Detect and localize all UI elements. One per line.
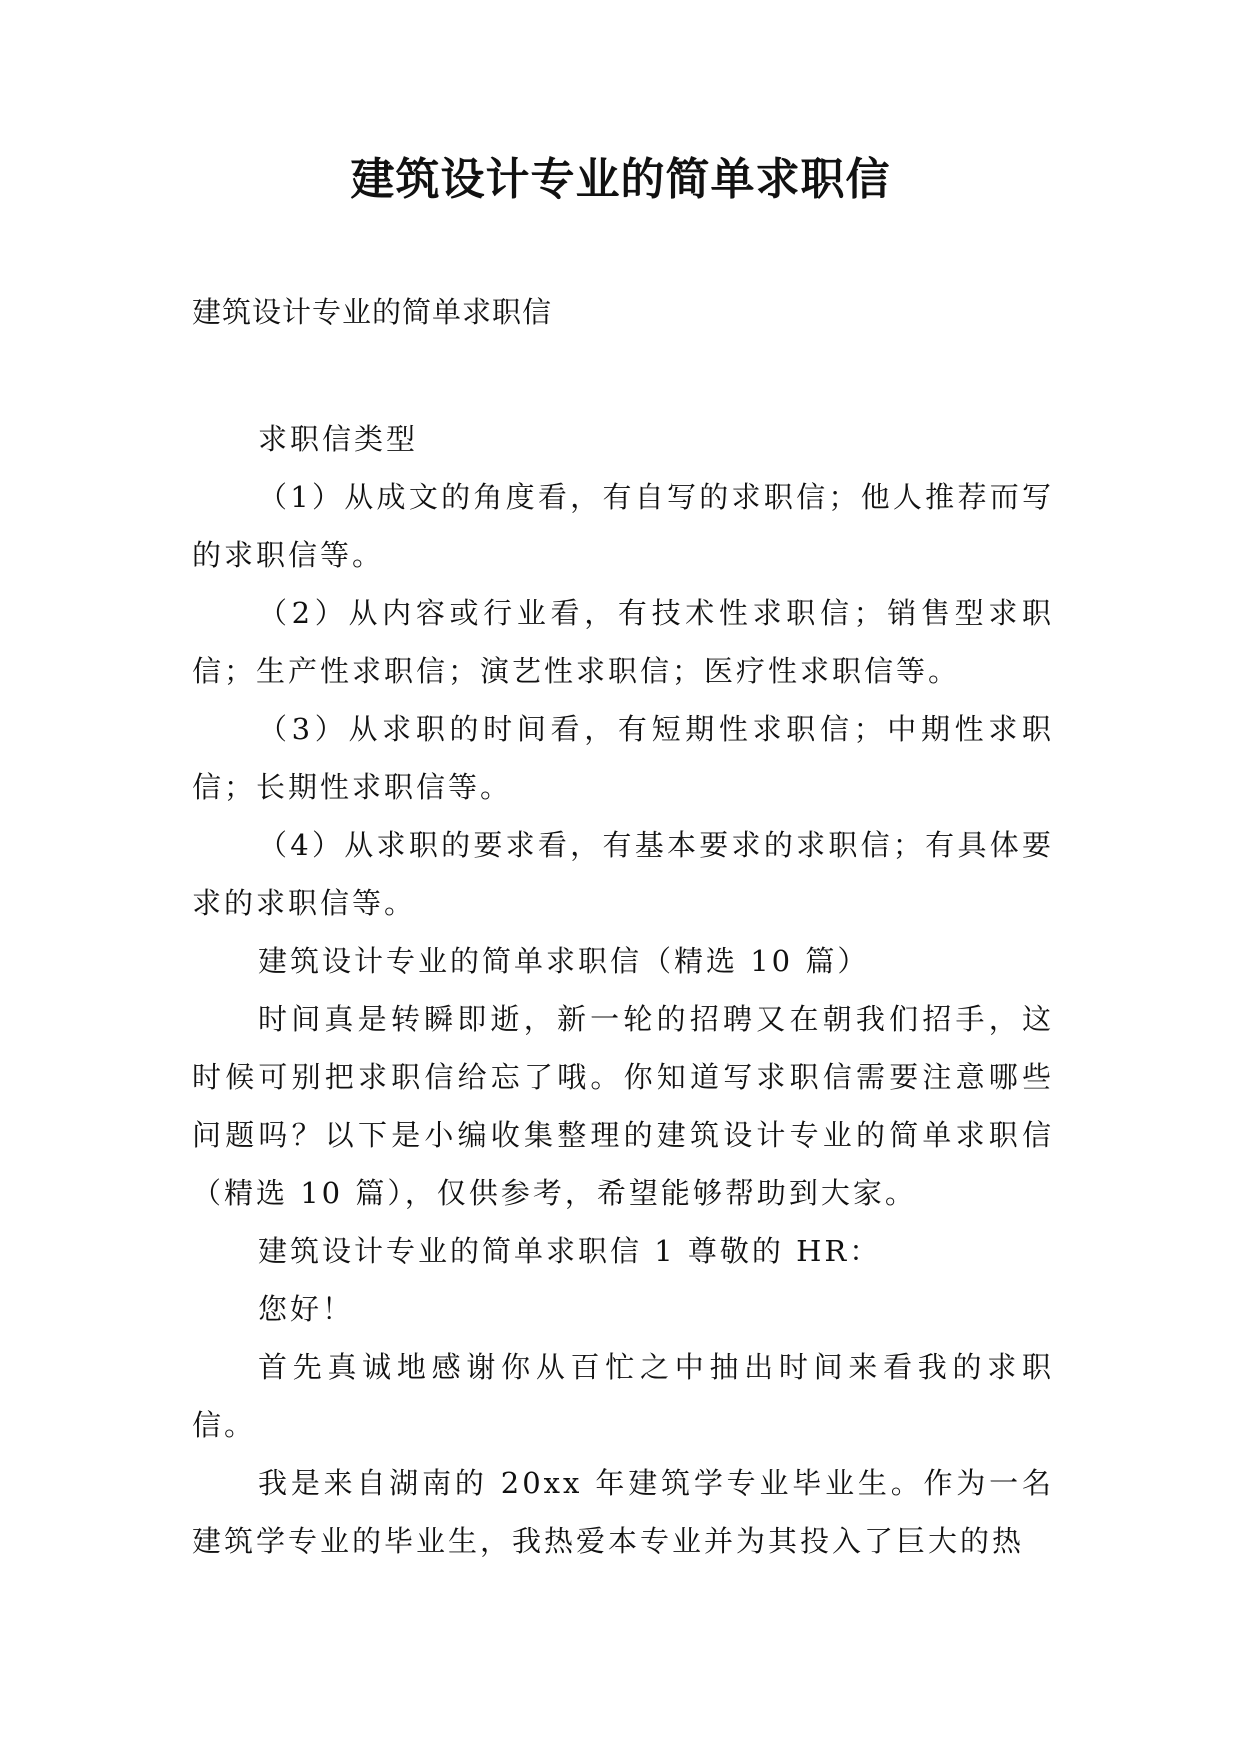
paragraph-letter-1-salutation: 建筑设计专业的简单求职信 1 尊敬的 HR： (258, 1234, 882, 1268)
paragraph-type-2: （2）从内容或行业看，有技术性求职信；销售型求职信；生产性求职信；演艺性求职信；医疗性求职信等。 (192, 596, 1054, 688)
paragraph-self-intro: 我是来自湖南的 20xx 年建筑学专业毕业生。作为一名建筑学专业的毕业生，我热爱本专业并为其投入了巨大的热 (192, 1466, 1054, 1558)
paragraph-type-4: （4）从求职的要求看，有基本要求的求职信；有具体要求的求职信等。 (192, 828, 1054, 920)
paragraph-intro: 时间真是转瞬即逝，新一轮的招聘又在朝我们招手，这时候可别把求职信给忘了哦。你知道写求职信需要注意哪些问题吗？以下是小编收集整理的建筑设计专业的简单求职信（精选 10 篇），仅供参考，希望能够帮助到大家。 (192, 1002, 1054, 1210)
paragraph-thanks: 首先真诚地感谢你从百忙之中抽出时间来看我的求职信。 (192, 1350, 1054, 1442)
document-body (192, 410, 1054, 1570)
paragraph-letter-types-heading: 求职信类型 (258, 422, 419, 456)
document-subtitle: 建筑设计专业的简单求职信 (192, 295, 553, 329)
paragraph-type-1: （1）从成文的角度看，有自写的求职信；他人推荐而写的求职信等。 (192, 480, 1054, 572)
paragraph-type-3: （3）从求职的时间看，有短期性求职信；中期性求职信；长期性求职信等。 (192, 712, 1054, 804)
paragraph-section-heading: 建筑设计专业的简单求职信（精选 10 篇） (258, 944, 870, 978)
document-title: 建筑设计专业的简单求职信 (350, 154, 891, 205)
paragraph-greeting: 您好！ (258, 1292, 355, 1326)
